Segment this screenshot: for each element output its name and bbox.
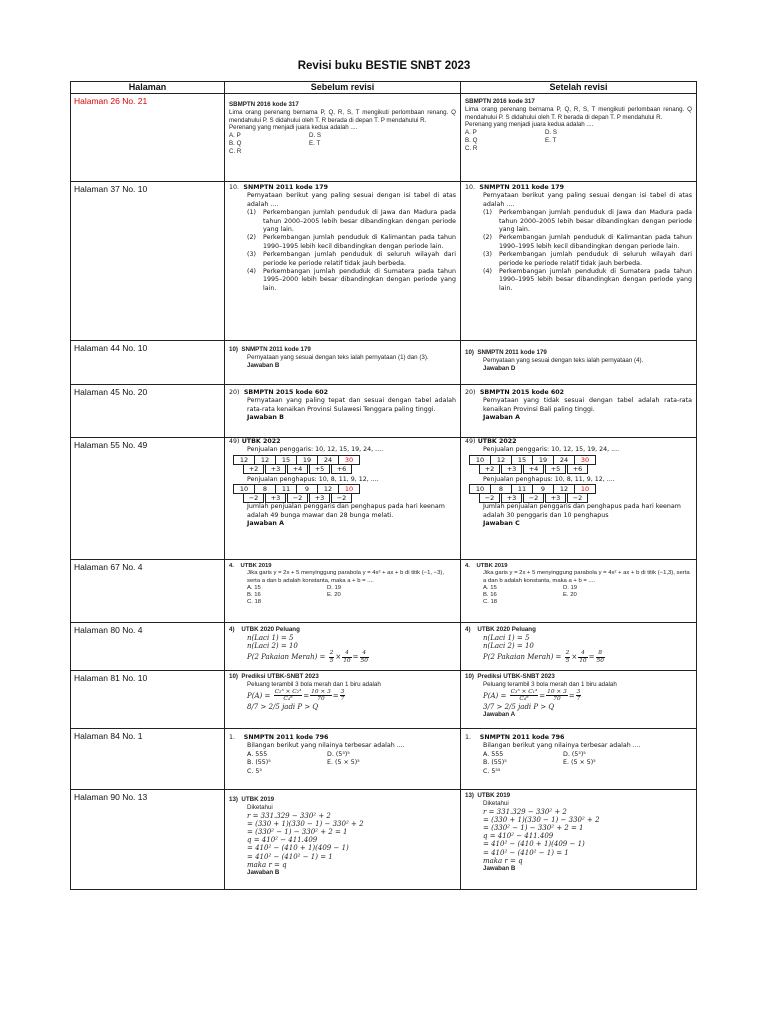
- table-row: [71, 385, 697, 438]
- option-b: B. Q: [465, 136, 478, 144]
- sequence-label: Penjualan penggaris: 10, 12, 15, 19, 24, ....: [247, 446, 384, 454]
- col-header-sebelum: Sebelum revisi: [225, 82, 461, 94]
- option-a: A. P: [465, 129, 477, 137]
- sebelum-cell: [225, 560, 461, 623]
- answer-label: Jawaban A: [483, 414, 520, 422]
- probability-equation: P(2 Pakaian Merah) = $\frac{2}{5}$ × $\frac{4}{10}$ = $\frac{4}{50}$: [247, 650, 368, 664]
- table-row: [71, 438, 697, 560]
- answer-label: Jawaban D: [483, 364, 516, 372]
- question-number: 4): [465, 626, 471, 633]
- halaman-cell: Halaman 26 No. 21: [71, 94, 225, 182]
- answer-label: Jawaban A: [483, 710, 516, 718]
- sebelum-cell: [225, 341, 461, 385]
- probability-equation: P(2 Pakaian Merah) = $\frac{2}{5}$ × $\frac{4}{10}$ = $\frac{8}{50}$: [483, 650, 604, 664]
- question-number: 1.: [229, 734, 236, 741]
- question-number: 13): [465, 792, 474, 799]
- sebelum-cell: [225, 94, 461, 182]
- difference-row: −2 +3 −2 +3 −2: [479, 494, 692, 503]
- col-header-halaman: Halaman: [71, 82, 225, 94]
- equation: n(Laci 2) = 10: [247, 642, 298, 650]
- setelah-cell: [461, 790, 697, 890]
- option-c: C. R: [229, 147, 242, 155]
- question-source: UTBK 2020 Peluang: [477, 626, 536, 633]
- list-item: (4) Perkembangan jumlah penduduk di Sumatera pada tahun 1990–1995 lebih besar dibandingkan dengan periode yang lain.: [483, 268, 692, 292]
- question-source: SBMPTN 2015 kode 602: [243, 389, 329, 396]
- setelah-cell: [461, 385, 697, 438]
- question-source: UTBK 2022: [477, 438, 517, 445]
- table-row: [71, 729, 697, 790]
- question-number: 4): [229, 626, 235, 633]
- table-row: [71, 790, 697, 890]
- conclusion: 3/7 > 2/5 jadi P > Q: [483, 702, 555, 711]
- table-row: [71, 182, 697, 341]
- answer-text: Pernyataan yang paling tepat dan sesuai dengan tabel adalah rata-rata kenaikan Provinsi Sulawesi Tenggara paling tinggi.: [247, 397, 456, 413]
- difference-row: −2 +3 −2 +3 −2: [243, 494, 456, 503]
- options: A. 555 D. (5⁵)⁵ B. (55)⁵ E. (5 × 5)⁵ C. 5⁵: [247, 750, 360, 775]
- question-text: Peluang terambil 3 bola merah dan 1 biru adalah: [483, 680, 617, 688]
- answer-label: Jawaban B: [247, 361, 280, 369]
- halaman-cell: Halaman 90 No. 13: [71, 790, 225, 890]
- sequence-table: 10 8 11 9 12 10: [233, 484, 360, 494]
- setelah-cell: [461, 341, 697, 385]
- question-source: SBMPTN 2016 kode 317: [229, 101, 299, 108]
- question-intro: Pernyataan berikut yang paling sesuai dengan isi tabel di atas adalah ....: [247, 192, 456, 208]
- sebelum-cell: [225, 438, 461, 560]
- question-number: 10): [465, 349, 474, 356]
- difference-row: +2 +3 +4 +5 +6: [479, 465, 692, 474]
- question-text: Peluang terambil 3 bola merah dan 1 biru adalah: [247, 680, 381, 688]
- math-line: maka r = q: [483, 856, 523, 865]
- statement-list: [483, 209, 692, 293]
- table-row: [71, 94, 697, 182]
- question-number: 4.: [465, 563, 470, 569]
- question-number: 10): [229, 673, 238, 680]
- halaman-cell: Halaman 45 No. 20: [71, 385, 225, 438]
- table-header-row: [71, 82, 697, 94]
- question-text: Bilangan berikut yang nilainya terbesar adalah ....: [247, 742, 405, 750]
- table-row: [71, 671, 697, 729]
- question-source: UTBK 2022: [241, 438, 281, 445]
- answer-text: Pernyataan yang tidak sesuai dengan tabel adalah rata-rata kenaikan Provinsi Bali paling tinggi.: [483, 397, 692, 413]
- answer-label: Jawaban B: [247, 869, 280, 877]
- question-source: UTBK 2019: [240, 563, 272, 569]
- table-row: [71, 560, 697, 623]
- probability-equation: P(A) = $\frac{\text{C₃⁵ × C₁³}}{\text{C₄⁸}}$ = $\frac{10 \times 3}{70}$ = $\frac{3}{7}$: [483, 688, 581, 703]
- sebelum-cell: [225, 671, 461, 729]
- sebelum-cell: [225, 790, 461, 890]
- answer-text: Pernyataan yang sesuai dengan teks ialah pernyataan (4).: [483, 356, 644, 364]
- question-number: 10): [229, 346, 238, 353]
- answer-label: Jawaban B: [247, 414, 284, 422]
- question-source: SNMPTN 2011 kode 179: [479, 184, 565, 191]
- list-item: (3) Perkembangan jumlah penduduk di seluruh wilayah dari periode ke periode relatif tidak jauh berbeda.: [247, 251, 456, 267]
- equation: n(Laci 1) = 5: [483, 633, 530, 642]
- math-line: = 410² − (410 + 1)(409 − 1): [247, 844, 349, 853]
- halaman-cell: Halaman 81 No. 10: [71, 671, 225, 729]
- list-item: (4) Perkembangan jumlah penduduk di Sumatera pada tahun 1995–2000 lebih besar dibandingkan dengan periode yang lain.: [247, 268, 456, 292]
- question-source: Prediksi UTBK-SNBT 2023: [477, 673, 555, 680]
- list-item: (2) Perkembangan jumlah penduduk di Kalimantan pada tahun 1990–1995 lebih kecil dibandingkan dengan periode lain.: [483, 234, 692, 250]
- option-c: C. R: [465, 144, 478, 152]
- question-text: Jika garis y = 2x + 5 menyinggung parabola y = 4x² + ax + b di titik (−1,3), serta a dan b adalah konstanta, maka a + b = ....: [483, 570, 690, 584]
- sequence-label: Penjualan penggaris: 10, 12, 15, 19, 24, ....: [483, 446, 620, 454]
- math-line: = 410² − (410 + 1)(409 − 1): [483, 840, 585, 849]
- math-line: q = 410² − 411.409: [483, 832, 554, 841]
- math-line: = (330 + 1)(330 − 1) − 330² + 2: [247, 819, 364, 828]
- options: A. 555 D. (5⁵)⁵ B. (55)⁵ E. (5 × 5)⁵ C. 5⁵⁵: [483, 750, 596, 775]
- option-d: D. S: [545, 129, 558, 137]
- conclusion: 8/7 > 2/5 jadi P > Q: [247, 702, 319, 711]
- question-text: Lima orang perenang bernama P, Q, R, S, T mengikuti perlombaan renang. Q mendahului P. S didahului oleh T. R berada di depan T. P mendahului R.: [229, 108, 456, 124]
- col-header-setelah: Setelah revisi: [461, 82, 697, 94]
- math-line: maka r = q: [247, 860, 287, 869]
- option-e: E. T: [309, 139, 321, 147]
- equation: n(Laci 1) = 5: [247, 633, 294, 642]
- options: [465, 129, 692, 152]
- question-number: 49): [465, 438, 476, 445]
- sebelum-cell: [225, 623, 461, 671]
- known-label: Diketahui: [483, 799, 509, 807]
- math-line: = 410² − (410² − 1) = 1: [247, 852, 333, 861]
- options: A. 15 D. 19 B. 16 E. 20 C. 18: [247, 584, 342, 606]
- halaman-cell: Halaman 84 No. 1: [71, 729, 225, 790]
- math-line: = 410² − (410² − 1) = 1: [483, 848, 569, 857]
- question-number: 49): [229, 438, 240, 445]
- math-line: q = 410² − 411.409: [247, 836, 318, 845]
- halaman-cell: Halaman 80 No. 4: [71, 623, 225, 671]
- setelah-cell: [461, 671, 697, 729]
- table-row: [71, 623, 697, 671]
- option-e: E. T: [545, 136, 557, 144]
- sequence-table: 10 12 15 19 24 30: [469, 455, 596, 465]
- math-line: r = 331.329 − 330² + 2: [247, 811, 331, 820]
- options: [229, 132, 456, 155]
- halaman-cell: Halaman 44 No. 10: [71, 341, 225, 385]
- setelah-cell: [461, 560, 697, 623]
- question-text: Jika garis y = 2x + 5 menyinggung parabola y = 4x² + ax + b di titik (−1, −3), serta a dan b adalah konstanta, maka a + b = ....: [247, 570, 444, 584]
- sebelum-cell: [225, 182, 461, 341]
- math-line: = (330² − 1) − 330² + 2 = 1: [483, 824, 584, 832]
- sequence-label: Penjualan penghapus: 10, 8, 11, 9, 12, ....: [483, 475, 615, 483]
- question-number: 4.: [229, 563, 234, 569]
- question-number: 1.: [465, 734, 472, 741]
- list-item: (1) Perkembangan jumlah penduduk di Jawa dan Madura pada tahun 2000–2005 lebih besar dibandingkan dengan periode yang lain.: [247, 209, 456, 234]
- list-item: (1) Perkembangan jumlah penduduk di Jawa dan Madura pada tahun 2000–2005 lebih besar dibandingkan dengan periode yang lain.: [483, 209, 692, 234]
- answer-label: Jawaban B: [483, 865, 516, 873]
- question-number: 10.: [465, 184, 476, 191]
- question-source: Prediksi UTBK-SNBT 2023: [241, 673, 319, 680]
- sequence-table: 12 12 15 19 24 30: [233, 455, 360, 465]
- question-text: Lima orang perenang bernama P, Q, R, S, T mengikuti perlombaan renang. Q mendahului P. S didahului oleh T. R berada di depan T. P mendahului R.: [465, 105, 692, 121]
- question-source: UTBK 2019: [476, 563, 508, 569]
- setelah-cell: [461, 438, 697, 560]
- question-source: UTBK 2019: [477, 792, 511, 799]
- probability-equation: P(A) = $\frac{\text{C₂⁵ × C₂³}}{\text{C₄⁸}}$ = $\frac{10 \times 3}{70}$ = $\frac{3}{7}$: [247, 688, 345, 703]
- question-number: 20): [465, 389, 476, 396]
- sequence-label: Penjualan penghapus: 10, 8, 11, 9, 12, ....: [247, 475, 379, 483]
- question-source: UTBK 2020 Peluang: [241, 626, 300, 633]
- option-a: A. P: [229, 132, 241, 140]
- setelah-cell: [461, 623, 697, 671]
- known-label: Diketahui: [247, 803, 273, 811]
- difference-row: +2 +3 +4 +5 +6: [243, 465, 456, 474]
- list-item: (2) Perkembangan jumlah penduduk di Kalimantan pada tahun 1990–1995 lebih kecil dibandingkan dengan periode lain.: [247, 234, 456, 250]
- question-source: SNMPTN 2011 kode 179: [477, 349, 547, 356]
- setelah-cell: [461, 94, 697, 182]
- answer-text: Pernyataan yang sesuai dengan teks ialah pernyataan (1) dan (3).: [247, 353, 429, 361]
- options: A. 15 D. 19 B. 16 E. 20 C. 18: [483, 584, 578, 606]
- setelah-cell: [461, 182, 697, 341]
- halaman-cell: Halaman 55 No. 49: [71, 438, 225, 560]
- question-source: SBMPTN 2015 kode 602: [479, 389, 565, 396]
- question-text: Bilangan berikut yang nilainya terbesar adalah ....: [483, 742, 641, 750]
- question-intro: Pernyataan berikut yang paling sesuai dengan isi tabel di atas adalah ....: [483, 192, 692, 208]
- question-source: SNMPTN 2011 kode 179: [243, 184, 329, 191]
- question-number: 10): [465, 673, 474, 680]
- question-source: UTBK 2019: [241, 796, 275, 803]
- question-source: SNMPTN 2011 kode 179: [241, 346, 311, 353]
- setelah-cell: [461, 729, 697, 790]
- table-row: [71, 341, 697, 385]
- sebelum-cell: [225, 729, 461, 790]
- answer-text: Jumlah penjualan penggaris dan penghapus pada hari keenam adalah 30 penggaris dan 10 penghapus: [483, 503, 681, 519]
- question-source: SNMPTN 2011 kode 796: [243, 734, 329, 741]
- question-prompt: Perenang yang menjadi juara kedua adalah ....: [465, 121, 594, 129]
- sequence-table: 10 8 11 9 12 10: [469, 484, 596, 494]
- question-number: 20): [229, 389, 240, 396]
- answer-text: Jumlah penjualan penggaris dan penghapus pada hari keenam adalah 49 bunga mawar dan 28 bunga melati.: [247, 503, 445, 519]
- revision-table: [70, 81, 697, 890]
- question-source: SBMPTN 2016 kode 317: [465, 98, 535, 105]
- question-number: 10.: [229, 184, 240, 191]
- question-number: 13): [229, 796, 238, 803]
- answer-label: Jawaban C: [483, 520, 520, 528]
- halaman-cell: Halaman 67 No. 4: [71, 560, 225, 623]
- option-b: B. Q: [229, 139, 242, 147]
- answer-label: Jawaban A: [247, 520, 284, 528]
- sebelum-cell: [225, 385, 461, 438]
- option-d: D. S: [309, 132, 322, 140]
- page-title: Revisi buku BESTIE SNBT 2023: [297, 60, 471, 72]
- list-item: (3) Perkembangan jumlah penduduk di seluruh wilayah dari periode ke periode relatif tidak jauh berbeda.: [483, 251, 692, 267]
- math-line: r = 331.329 − 330² + 2: [483, 807, 567, 816]
- halaman-cell: Halaman 37 No. 10: [71, 182, 225, 341]
- math-line: = (330² − 1) − 330² + 2 = 1: [247, 828, 348, 836]
- equation: n(Laci 2) = 10: [483, 642, 534, 650]
- statement-list: [247, 209, 456, 293]
- math-line: = (330 + 1)(330 − 1) − 330² + 2: [483, 815, 600, 824]
- question-source: SNMPTN 2011 kode 796: [479, 734, 565, 741]
- question-prompt: Perenang yang menjadi juara kedua adalah ....: [229, 124, 358, 132]
